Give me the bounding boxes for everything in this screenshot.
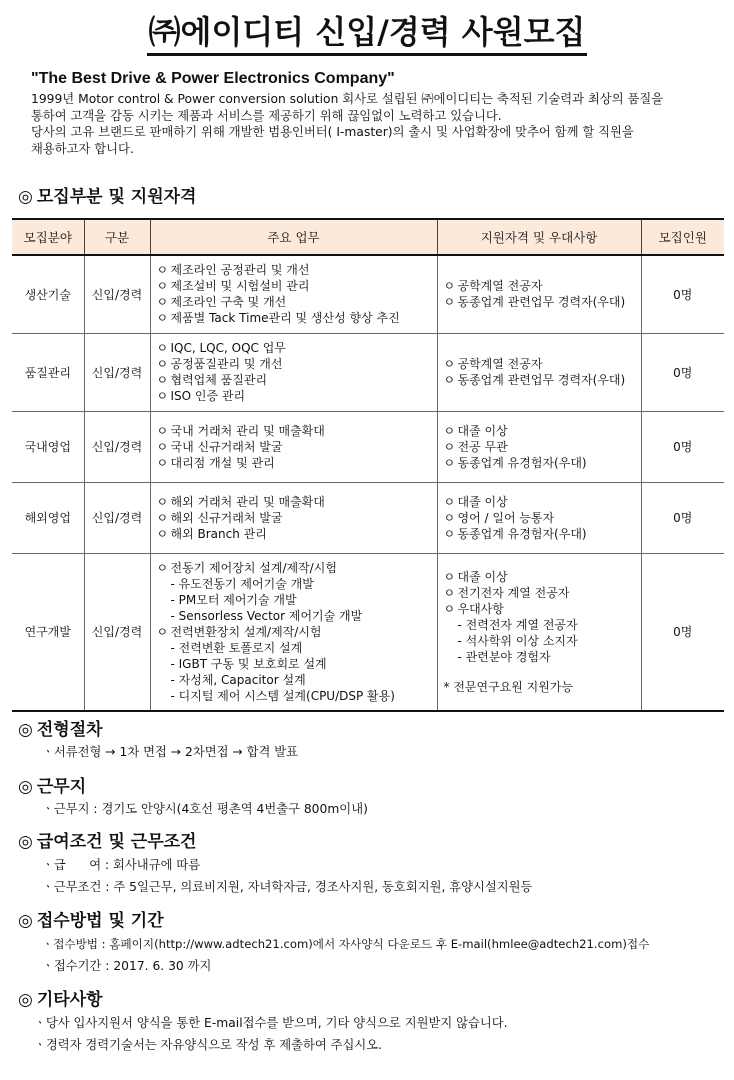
duty-item: ㅇ 협력업체 품질관리 xyxy=(156,373,268,387)
section-title: 모집부분 및 지원자격 xyxy=(36,187,197,207)
qual-item: ㅇ 대졸 이상 xyxy=(443,423,508,438)
field-cell: 국내영업 xyxy=(12,411,84,482)
duty-item: ㅇ 공정품질관리 및 개선 xyxy=(156,357,283,371)
duty-subitem: - 전력변환 토폴로지 설계 xyxy=(170,640,303,655)
field-cell: 품질관리 xyxy=(12,333,84,411)
section-mark: ◎ xyxy=(18,990,33,1010)
qual-note: * 전문연구요원 지원가능 xyxy=(443,679,574,694)
qual-item: ㅇ 대졸 이상 xyxy=(443,494,508,509)
qual-subitem: - 관련분야 경험자 xyxy=(457,649,551,664)
duty-item: ㅇ IQC, LQC, OQC 업무 xyxy=(156,341,286,355)
count-cell: 0명 xyxy=(641,411,724,482)
duty-item: ㅇ 제조설비 및 시험설비 관리 xyxy=(156,279,310,294)
duty-item: ㅇ 국내 신규거래처 발굴 xyxy=(156,439,283,454)
header-quals: 지원자격 및 우대사항 xyxy=(437,219,641,255)
page-title xyxy=(0,12,734,56)
qual-item: ㅇ 동종업계 관련업무 경력자(우대) xyxy=(443,295,626,310)
duties-cell xyxy=(150,553,437,711)
process-line: ㆍ서류전형 → 1차 면접 → 2차면접 → 합격 발표 xyxy=(42,745,299,759)
section-title: 전형절차 xyxy=(36,720,103,740)
duty-item: ㅇ 해외 거래처 관리 및 매출확대 xyxy=(156,494,325,509)
quals-cell xyxy=(437,482,641,553)
count-cell: 0명 xyxy=(641,553,724,711)
section-title: 접수방법 및 기간 xyxy=(36,911,164,931)
section-title: 기타사항 xyxy=(36,990,103,1010)
section-heading-apply xyxy=(18,910,164,932)
duty-subitem: - PM모터 제어기술 개발 xyxy=(170,592,297,607)
qual-item: ㅇ 공학계열 전공자 xyxy=(443,279,543,294)
qual-item: ㅇ 우대사항 xyxy=(443,601,504,616)
type-cell: 신입/경력 xyxy=(84,255,150,333)
qual-item: ㅇ 영어 / 일어 능통자 xyxy=(443,510,555,525)
duty-item: ㅇ ISO 인증 관리 xyxy=(156,389,246,403)
table-row xyxy=(12,482,724,553)
process-block xyxy=(42,741,298,763)
qual-item: ㅇ 동종업계 유경험자(우대) xyxy=(443,526,587,541)
section-heading-location xyxy=(18,776,86,798)
duty-item: ㅇ 제품별 Tack Time관리 및 생산성 향상 추진 xyxy=(156,311,400,326)
duty-subitem: - 자성체, Capacitor 설계 xyxy=(170,672,306,687)
location-line: ㆍ근무지 : 경기도 안양시(4호선 평촌역 4번출구 800m이내) xyxy=(42,802,368,816)
location-block xyxy=(42,798,368,820)
slogan: "The Best Drive & Power Electronics Company" xyxy=(31,70,395,87)
header-count: 모집인원 xyxy=(641,219,724,255)
duty-subitem: - IGBT 구동 및 보호회로 설계 xyxy=(170,656,327,671)
etc-line: ㆍ당사 입사지원서 양식을 통한 E-mail접수를 받으며, 기타 양식으로 지원받지 않습니다. xyxy=(34,1016,508,1030)
intro xyxy=(31,70,721,157)
section-mark: ◎ xyxy=(18,911,33,931)
intro-line: 통하여 고객을 감동 시키는 제품과 서비스를 제공하기 위해 끊임없이 노력하고 있습니다. xyxy=(31,108,502,123)
header-type: 구분 xyxy=(84,219,150,255)
field-cell: 해외영업 xyxy=(12,482,84,553)
section-title: 급여조건 및 근무조건 xyxy=(36,832,197,852)
intro-line: 1999년 Motor control & Power conversion solution 회사로 설립된 ㈜에이디티는 축적된 기술력과 최상의 품질을 xyxy=(31,92,664,106)
apply-block xyxy=(42,933,649,977)
table-header-row xyxy=(12,219,724,255)
duties-cell xyxy=(150,411,437,482)
salary-line: ㆍ급 여 : 회사내규에 따름 xyxy=(42,858,201,872)
duty-item: ㅇ 제조라인 공정관리 및 개선 xyxy=(156,263,310,278)
duties-cell xyxy=(150,333,437,411)
recruit-table xyxy=(12,218,724,712)
section-mark: ◎ xyxy=(18,777,33,797)
section-heading-etc xyxy=(18,989,103,1011)
quals-cell xyxy=(437,411,641,482)
duty-item: ㅇ 전력변환장치 설계/제작/시험 xyxy=(156,624,322,639)
duties-cell xyxy=(150,482,437,553)
duty-subitem: - 디지털 제어 시스템 설계(CPU/DSP 활용) xyxy=(170,688,395,703)
section-heading-recruit xyxy=(18,186,196,208)
duty-item: ㅇ 해외 신규거래처 발굴 xyxy=(156,510,283,525)
duty-item: ㅇ 해외 Branch 관리 xyxy=(156,526,267,541)
table-row xyxy=(12,553,724,711)
etc-block xyxy=(34,1012,508,1056)
quals-cell xyxy=(437,553,641,711)
qual-item: ㅇ 전공 무관 xyxy=(443,439,508,454)
qual-item: ㅇ 대졸 이상 xyxy=(443,569,508,584)
etc-line: ㆍ경력자 경력기술서는 자유양식으로 작성 후 제출하여 주십시오. xyxy=(34,1038,383,1052)
intro-line: 채용하고자 합니다. xyxy=(31,141,134,156)
count-cell: 0명 xyxy=(641,333,724,411)
section-title: 근무지 xyxy=(36,777,87,797)
quals-cell xyxy=(437,255,641,333)
duty-item: ㅇ 전동기 제어장치 설계/제작/시험 xyxy=(156,560,337,575)
qual-subitem: - 전력전자 계열 전공자 xyxy=(457,617,578,632)
qual-subitem: - 석사학위 이상 소지자 xyxy=(457,633,578,648)
type-cell: 신입/경력 xyxy=(84,553,150,711)
table-row xyxy=(12,255,724,333)
qual-item: ㅇ 공학계열 전공자 xyxy=(443,357,543,371)
duty-item: ㅇ 제조라인 구축 및 개선 xyxy=(156,295,287,310)
type-cell: 신입/경력 xyxy=(84,482,150,553)
section-mark: ◎ xyxy=(18,832,33,852)
intro-line: 당사의 고유 브랜드로 판매하기 위해 개발한 범용인버터( I-master)의 출시 및 사업확장에 맞추어 함께 할 직원을 xyxy=(31,125,634,139)
type-cell: 신입/경력 xyxy=(84,333,150,411)
qual-item: ㅇ 동종업계 관련업무 경력자(우대) xyxy=(443,373,626,387)
section-mark: ◎ xyxy=(18,187,33,207)
apply-method-line: ㆍ접수방법 : 홈페이지(http://www.adtech21.com)에서 자사양식 다운로드 후 E-mail(hmlee@adtech21.com)접수 xyxy=(42,937,650,951)
qual-item: ㅇ 전기전자 계열 전공자 xyxy=(443,585,570,600)
section-mark: ◎ xyxy=(18,720,33,740)
qual-item: ㅇ 동종업계 유경험자(우대) xyxy=(443,455,587,470)
salary-line: ㆍ근무조건 : 주 5일근무, 의료비지원, 자녀학자금, 경조사지원, 동호회지원, 휴양시설지원등 xyxy=(42,880,533,894)
count-cell: 0명 xyxy=(641,255,724,333)
salary-block xyxy=(42,854,532,898)
duty-subitem: - 유도전동기 제어기술 개발 xyxy=(170,576,314,591)
title-text: ㈜에이디티 신입/경력 사원모집 xyxy=(147,12,588,56)
duties-cell xyxy=(150,255,437,333)
header-field: 모집분야 xyxy=(12,219,84,255)
apply-period-line: ㆍ접수기간 : 2017. 6. 30 까지 xyxy=(42,959,212,973)
field-cell: 연구개발 xyxy=(12,553,84,711)
field-cell: 생산기술 xyxy=(12,255,84,333)
duty-item: ㅇ 대리점 개설 및 관리 xyxy=(156,455,275,470)
section-heading-salary xyxy=(18,831,196,853)
section-heading-process xyxy=(18,719,103,741)
count-cell: 0명 xyxy=(641,482,724,553)
quals-cell xyxy=(437,333,641,411)
table-row xyxy=(12,411,724,482)
type-cell: 신입/경력 xyxy=(84,411,150,482)
header-duties: 주요 업무 xyxy=(150,219,437,255)
duty-subitem: - Sensorless Vector 제어기술 개발 xyxy=(170,608,363,623)
table-row xyxy=(12,333,724,411)
duty-item: ㅇ 국내 거래처 관리 및 매출확대 xyxy=(156,423,325,438)
